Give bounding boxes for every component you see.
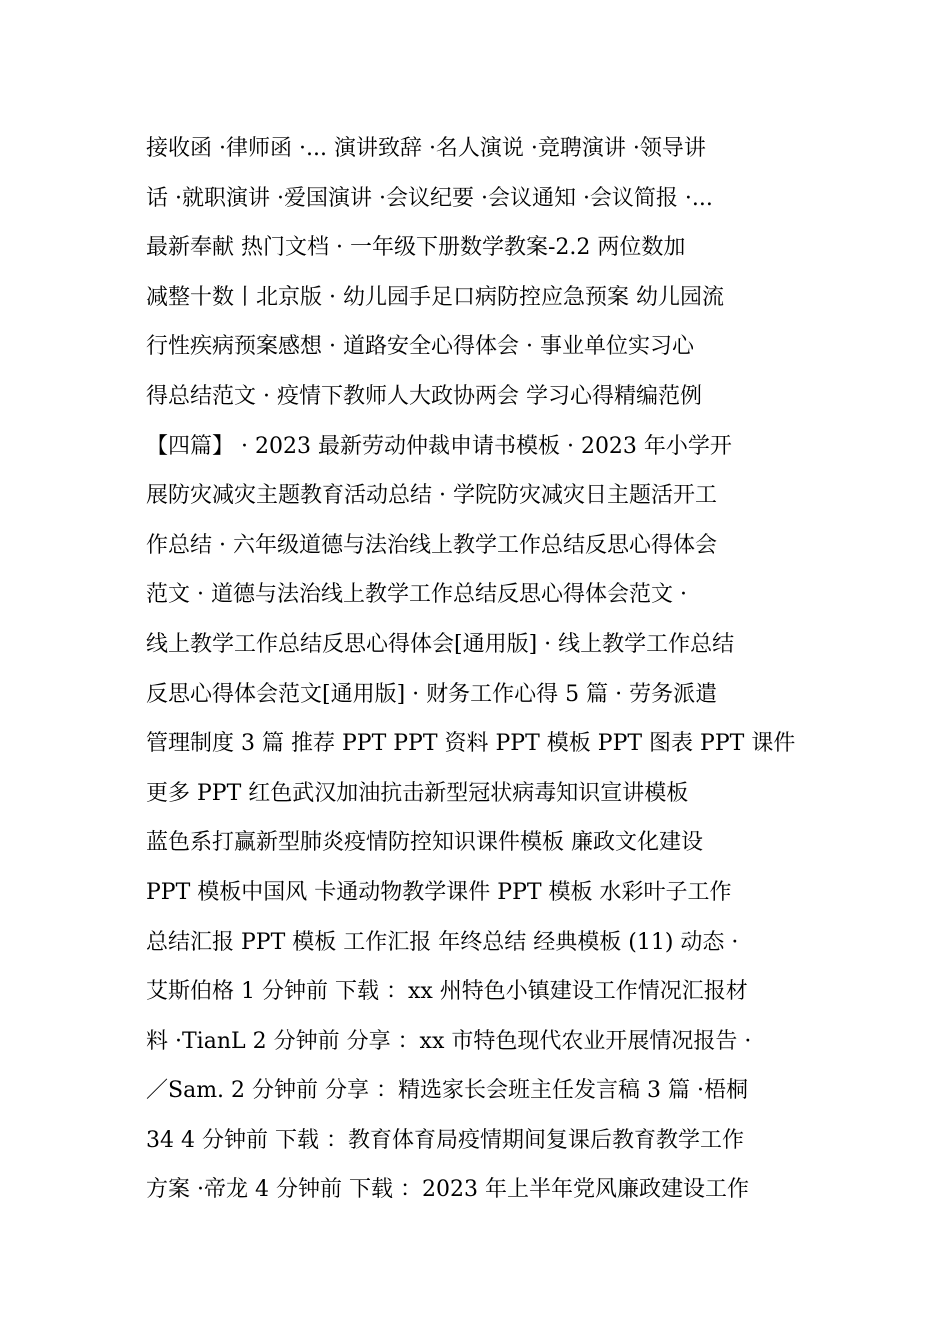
text-line: 总结汇报 PPT 模板 工作汇报 年终总结 经典模板 (11) 动态 · [146,929,739,955]
text-line: 线上教学工作总结反思心得体会[通用版] · 线上教学工作总结 [146,631,735,657]
text-line: 减整十数丨北京版 · 幼儿园手足口病防控应急预案 幼儿园流 [146,284,724,310]
text-line: 最新奉献 热门文档 · 一年级下册数学教案-2.2 两位数加 [146,235,686,261]
text-line: ／Sam. 2 分钟前 分享 ：精选家长会班主任发言稿 3 篇 ·梧桐 [146,1078,748,1104]
text-line: 行性疾病预案感想 · 道路安全心得体会 · 事业单位实习心 [146,334,694,360]
text-line: 方案 ·帝龙 4 分钟前 下载 ：2023 年上半年党风廉政建设工作 [146,1177,749,1203]
document-body [146,124,808,1215]
text-line: 管理制度 3 篇 推荐 PPT PPT 资料 PPT 模板 PPT 图表 PPT 课件 [146,731,796,757]
text-line: 接收函 ·律师函 ·... 演讲致辞 ·名人演说 ·竞聘演讲 ·领导讲 [146,136,706,161]
text-line: 话 ·就职演讲 ·爱国演讲 ·会议纪要 ·会议通知 ·会议简报 ·... [146,185,713,211]
text-line: 作总结 · 六年级道德与法治线上教学工作总结反思心得体会 [146,532,717,558]
text-line: 反思心得体会范文[通用版] · 财务工作心得 5 篇 · 劳务派遣 [146,681,718,707]
text-line: 料 ·TianL 2 分钟前 分享 ：xx 市特色现代农业开展情况报告 · [146,1028,752,1054]
text-line: 艾斯伯格 1 分钟前 下载 ：xx 州特色小镇建设工作情况汇报材 [146,979,748,1005]
text-line: 得总结范文 · 疫情下教师人大政协两会 学习心得精编范例 [146,383,702,409]
text-line: 更多 PPT 红色武汉加油抗击新型冠状病毒知识宣讲模板 [146,780,689,806]
text-line: 展防灾减灾主题教育活动总结 · 学院防灾减灾日主题活开工 [146,483,717,509]
text-line: 34 4 分钟前 下载 ：教育体育局疫情期间复课后教育教学工作 [146,1127,744,1153]
text-line: PPT 模板中国风 卡通动物教学课件 PPT 模板 水彩叶子工作 [146,879,732,905]
text-line: 蓝色系打赢新型肺炎疫情防控知识课件模板 廉政文化建设 [146,830,703,856]
text-line: 范文 · 道德与法治线上教学工作总结反思心得体会范文 · [146,582,687,608]
text-line: 【四篇】 · 2023 最新劳动仲裁申请书模板 · 2023 年小学开 [146,433,732,459]
